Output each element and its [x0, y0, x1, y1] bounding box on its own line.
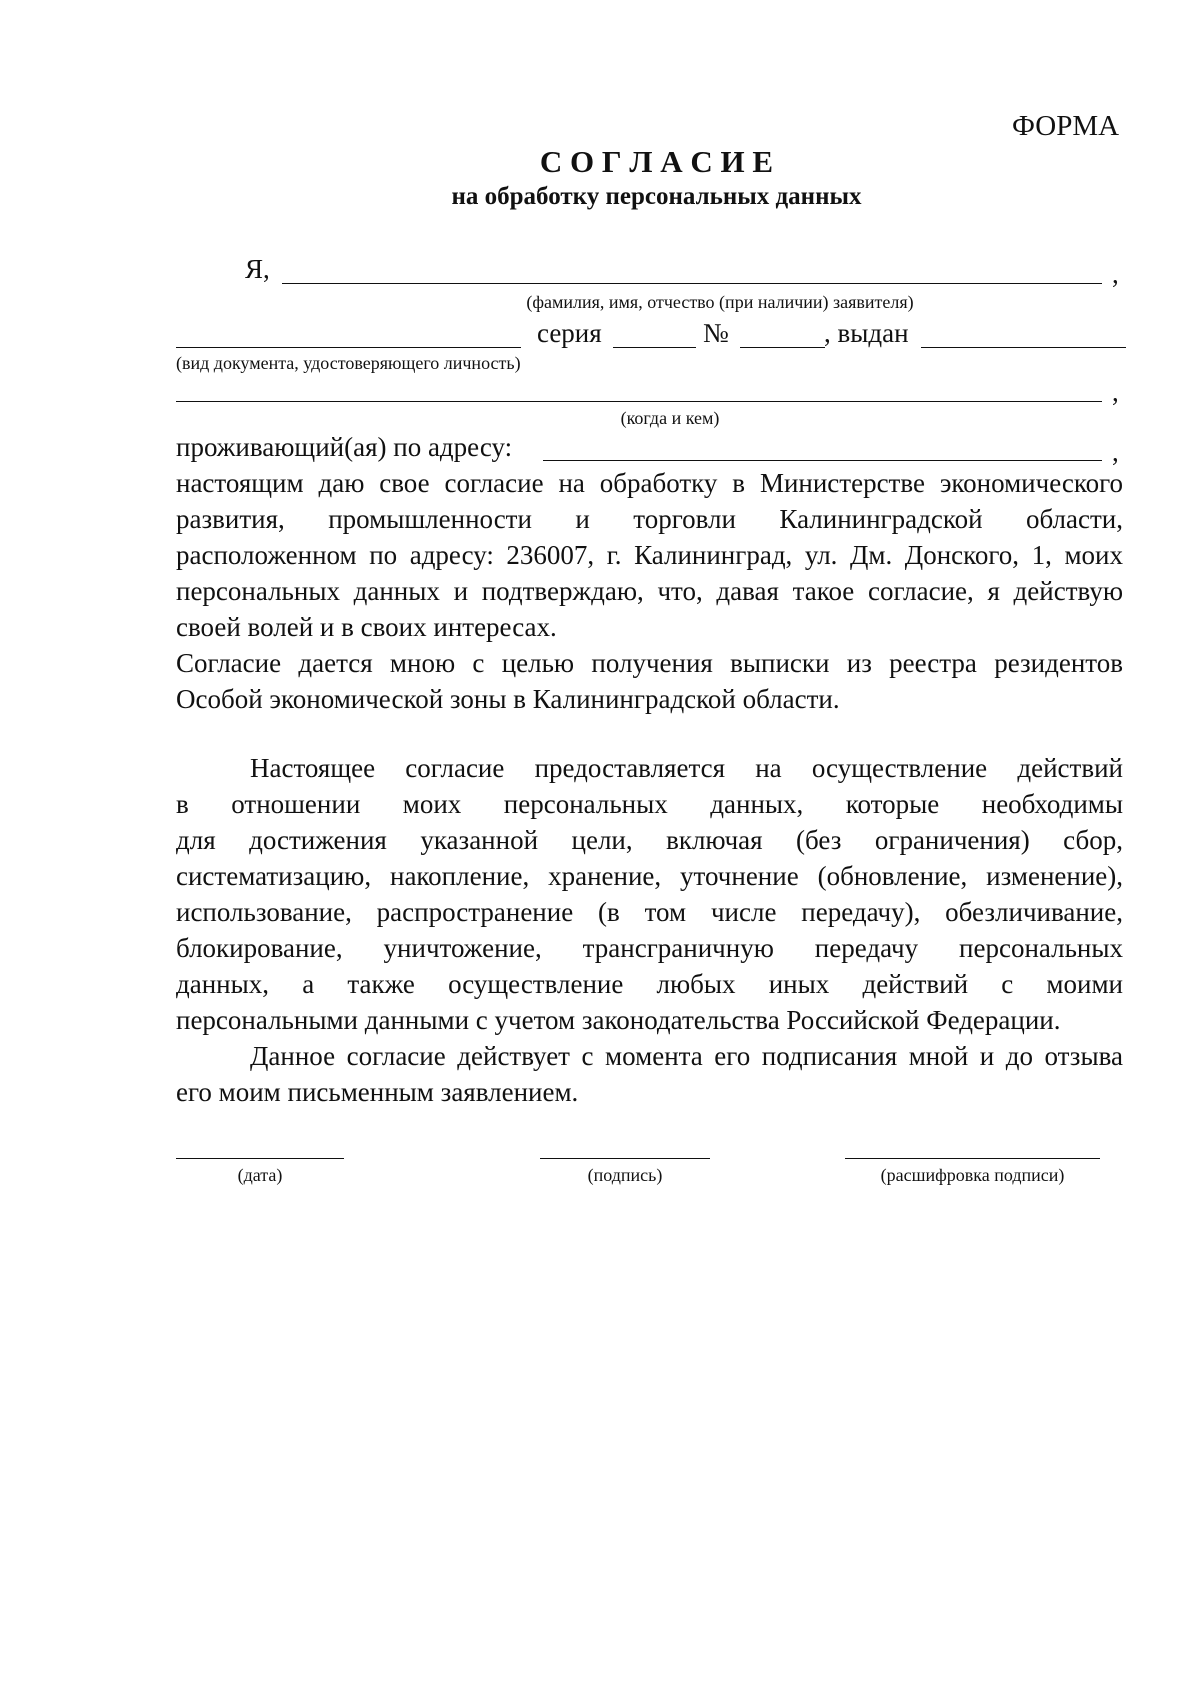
paragraph-2-line-1: Согласие дается мною с целью получения выписки из реестра резидентов — [176, 648, 1123, 678]
issued-by-caption: (когда и кем) — [620, 408, 720, 428]
paragraph-3-line-5: использование, распространение (в том числе передачу), обезличивание, — [176, 897, 1123, 927]
issued-field-line[interactable] — [921, 347, 1126, 348]
issued-by-comma: , — [1112, 377, 1119, 407]
paragraph-4-line-1: Данное согласие действует с момента его подписания мной и до отзыва — [250, 1041, 1123, 1071]
fio-line-comma: , — [1112, 259, 1119, 289]
signature-decoding-caption: (расшифровка подписи) — [880, 1165, 1065, 1185]
paragraph-1-line-2: развития, промышленности и торговли Калининградской области, — [176, 504, 1123, 534]
date-field-line[interactable] — [176, 1158, 344, 1159]
paragraph-3-line-2: в отношении моих персональных данных, которые необходимы — [176, 789, 1123, 819]
paragraph-3-line-7: данных, а также осуществление любых иных действий с моими — [176, 969, 1123, 999]
address-label: проживающий(ая) по адресу: — [176, 432, 513, 462]
signature-caption: (подпись) — [587, 1165, 663, 1185]
fio-field-line[interactable] — [282, 283, 1102, 284]
paragraph-4-line-2: его моим письменным заявлением. — [176, 1077, 579, 1107]
paragraph-1-line-1: настоящим даю свое согласие на обработку в Министерстве экономического — [176, 468, 1123, 498]
paragraph-2-line-2: Особой экономической зоны в Калининградской области. — [176, 684, 840, 714]
date-caption: (дата) — [237, 1165, 283, 1185]
seria-label: серия — [537, 318, 602, 348]
paragraph-3-line-4: систематизацию, накопление, хранение, уточнение (обновление, изменение), — [176, 861, 1123, 891]
document-type-field-line[interactable] — [176, 347, 521, 348]
signature-decoding-field-line[interactable] — [845, 1158, 1100, 1159]
form-label: ФОРМА — [1012, 110, 1120, 142]
paragraph-3-line-8: персональными данными с учетом законодательства Российской Федерации. — [176, 1005, 1061, 1035]
paragraph-3-line-1: Настоящее согласие предоставляется на осуществление действий — [250, 753, 1123, 783]
document-title: С О Г Л А С И Е — [539, 144, 774, 179]
issued-by-field-line[interactable] — [176, 401, 1102, 402]
paragraph-3-line-6: блокирование, уничтожение, трансграничную передачу персональных — [176, 933, 1123, 963]
i-prefix: Я, — [245, 254, 270, 284]
document-subtitle: на обработку персональных данных — [451, 183, 862, 210]
paragraph-1-line-4: персональных данных и подтверждаю, что, давая такое согласие, я действую — [176, 576, 1123, 606]
fio-caption: (фамилия, имя, отчество (при наличии) заявителя) — [526, 292, 914, 312]
number-label: № — [703, 318, 729, 348]
document-type-caption: (вид документа, удостоверяющего личность) — [176, 353, 521, 373]
paragraph-1-line-3: расположенном по адресу: 236007, г. Калининград, ул. Дм. Донского, 1, моих — [176, 540, 1123, 570]
number-field-line[interactable] — [740, 347, 825, 348]
paragraph-3-line-3: для достижения указанной цели, включая (без ограничения) сбор, — [176, 825, 1123, 855]
seria-field-line[interactable] — [613, 347, 696, 348]
address-field-line[interactable] — [543, 460, 1102, 461]
address-line-comma: , — [1112, 437, 1119, 467]
issued-label: , выдан — [824, 318, 909, 348]
signature-field-line[interactable] — [540, 1158, 710, 1159]
paragraph-1-line-5: своей волей и в своих интересах. — [176, 612, 557, 642]
